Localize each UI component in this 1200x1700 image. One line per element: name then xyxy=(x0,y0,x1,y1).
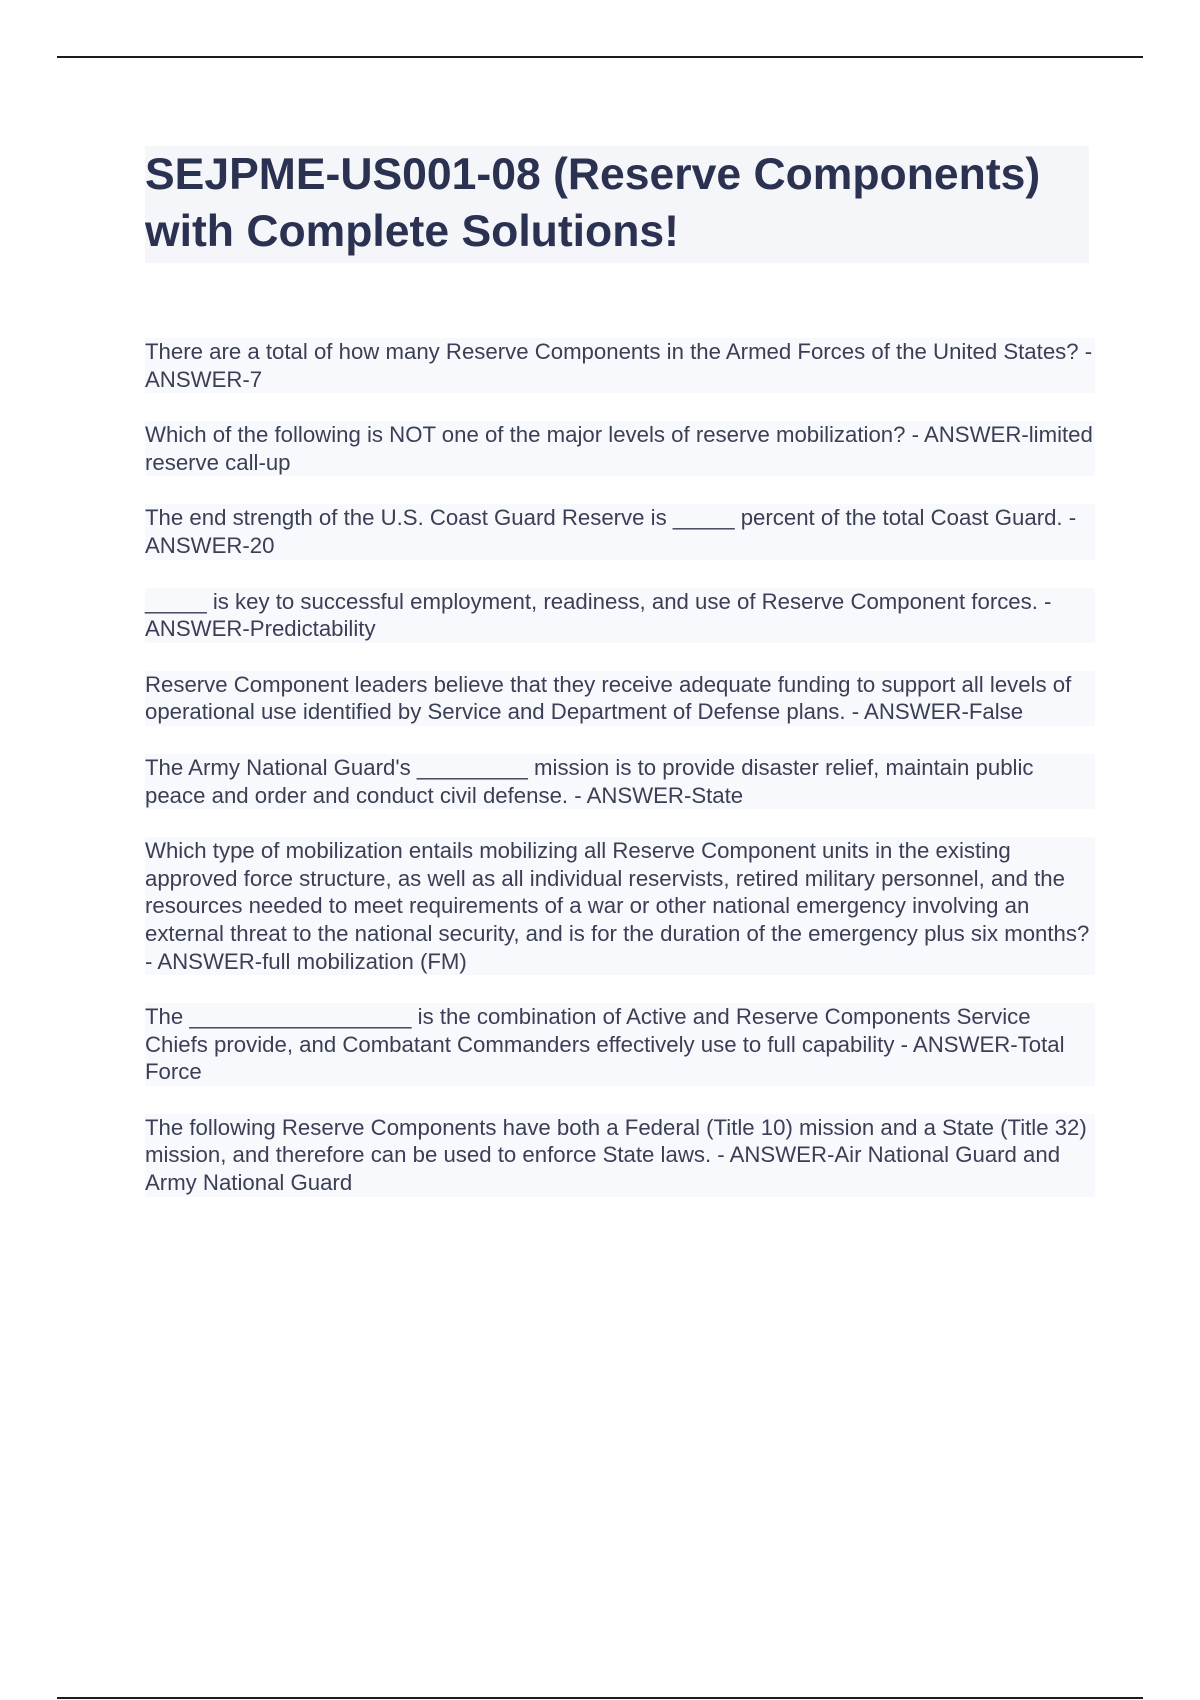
qa-item xyxy=(145,754,1095,809)
qa-text: Which of the following is NOT one of the major levels of reserve mobilization? - ANSWER-limited reserve call-up xyxy=(145,422,1093,475)
qa-text: The __________________ is the combination of Active and Reserve Components Service Chiefs provide, and Combatant Commanders effectively use to full capability - ANSWER-Total Force xyxy=(145,1004,1065,1085)
title-block xyxy=(145,146,1089,263)
qa-text: Reserve Component leaders believe that they receive adequate funding to support all levels of operational use identified by Service and Department of Defense plans. - ANSWER-False xyxy=(145,671,1072,725)
qa-text: The Army National Guard's _________ mission is to provide disaster relief, maintain public peace and order and conduct civil defense. - ANSWER-State xyxy=(145,754,1034,808)
qa-list xyxy=(145,338,1095,1225)
qa-item xyxy=(145,1003,1095,1086)
qa-item xyxy=(145,504,1095,559)
document-title: SEJPME-US001-08 (Reserve Components) with Complete Solutions! xyxy=(145,150,1041,256)
qa-text: Which type of mobilization entails mobilizing all Reserve Component units in the existing approved force structure, as well as all individual reservists, retired military personnel, and the resources needed to meet requirements of a war or other national emergency involving an external threat to the national security, and is for the duration of the emergency plus six months? - ANSWER-full mobilization (FM) xyxy=(145,838,1090,974)
bottom-divider xyxy=(57,1697,1143,1699)
qa-item xyxy=(145,837,1095,975)
qa-item xyxy=(145,1114,1095,1197)
qa-item xyxy=(145,588,1095,643)
top-divider xyxy=(57,56,1143,58)
qa-text: The following Reserve Components have both a Federal (Title 10) mission and a State (Title 32) mission, and therefore can be used to enforce State laws. - ANSWER-Air National Guard and Army National Guard xyxy=(145,1114,1087,1196)
qa-item xyxy=(145,421,1095,476)
qa-text: The end strength of the U.S. Coast Guard Reserve is _____ percent of the total Coast Guard. - ANSWER-20 xyxy=(145,505,1077,558)
qa-item xyxy=(145,671,1095,726)
qa-item xyxy=(145,338,1095,393)
qa-text: _____ is key to successful employment, readiness, and use of Reserve Component forces. - ANSWER-Predictability xyxy=(145,588,1052,642)
qa-text: There are a total of how many Reserve Components in the Armed Forces of the United States? - ANSWER-7 xyxy=(145,339,1093,392)
